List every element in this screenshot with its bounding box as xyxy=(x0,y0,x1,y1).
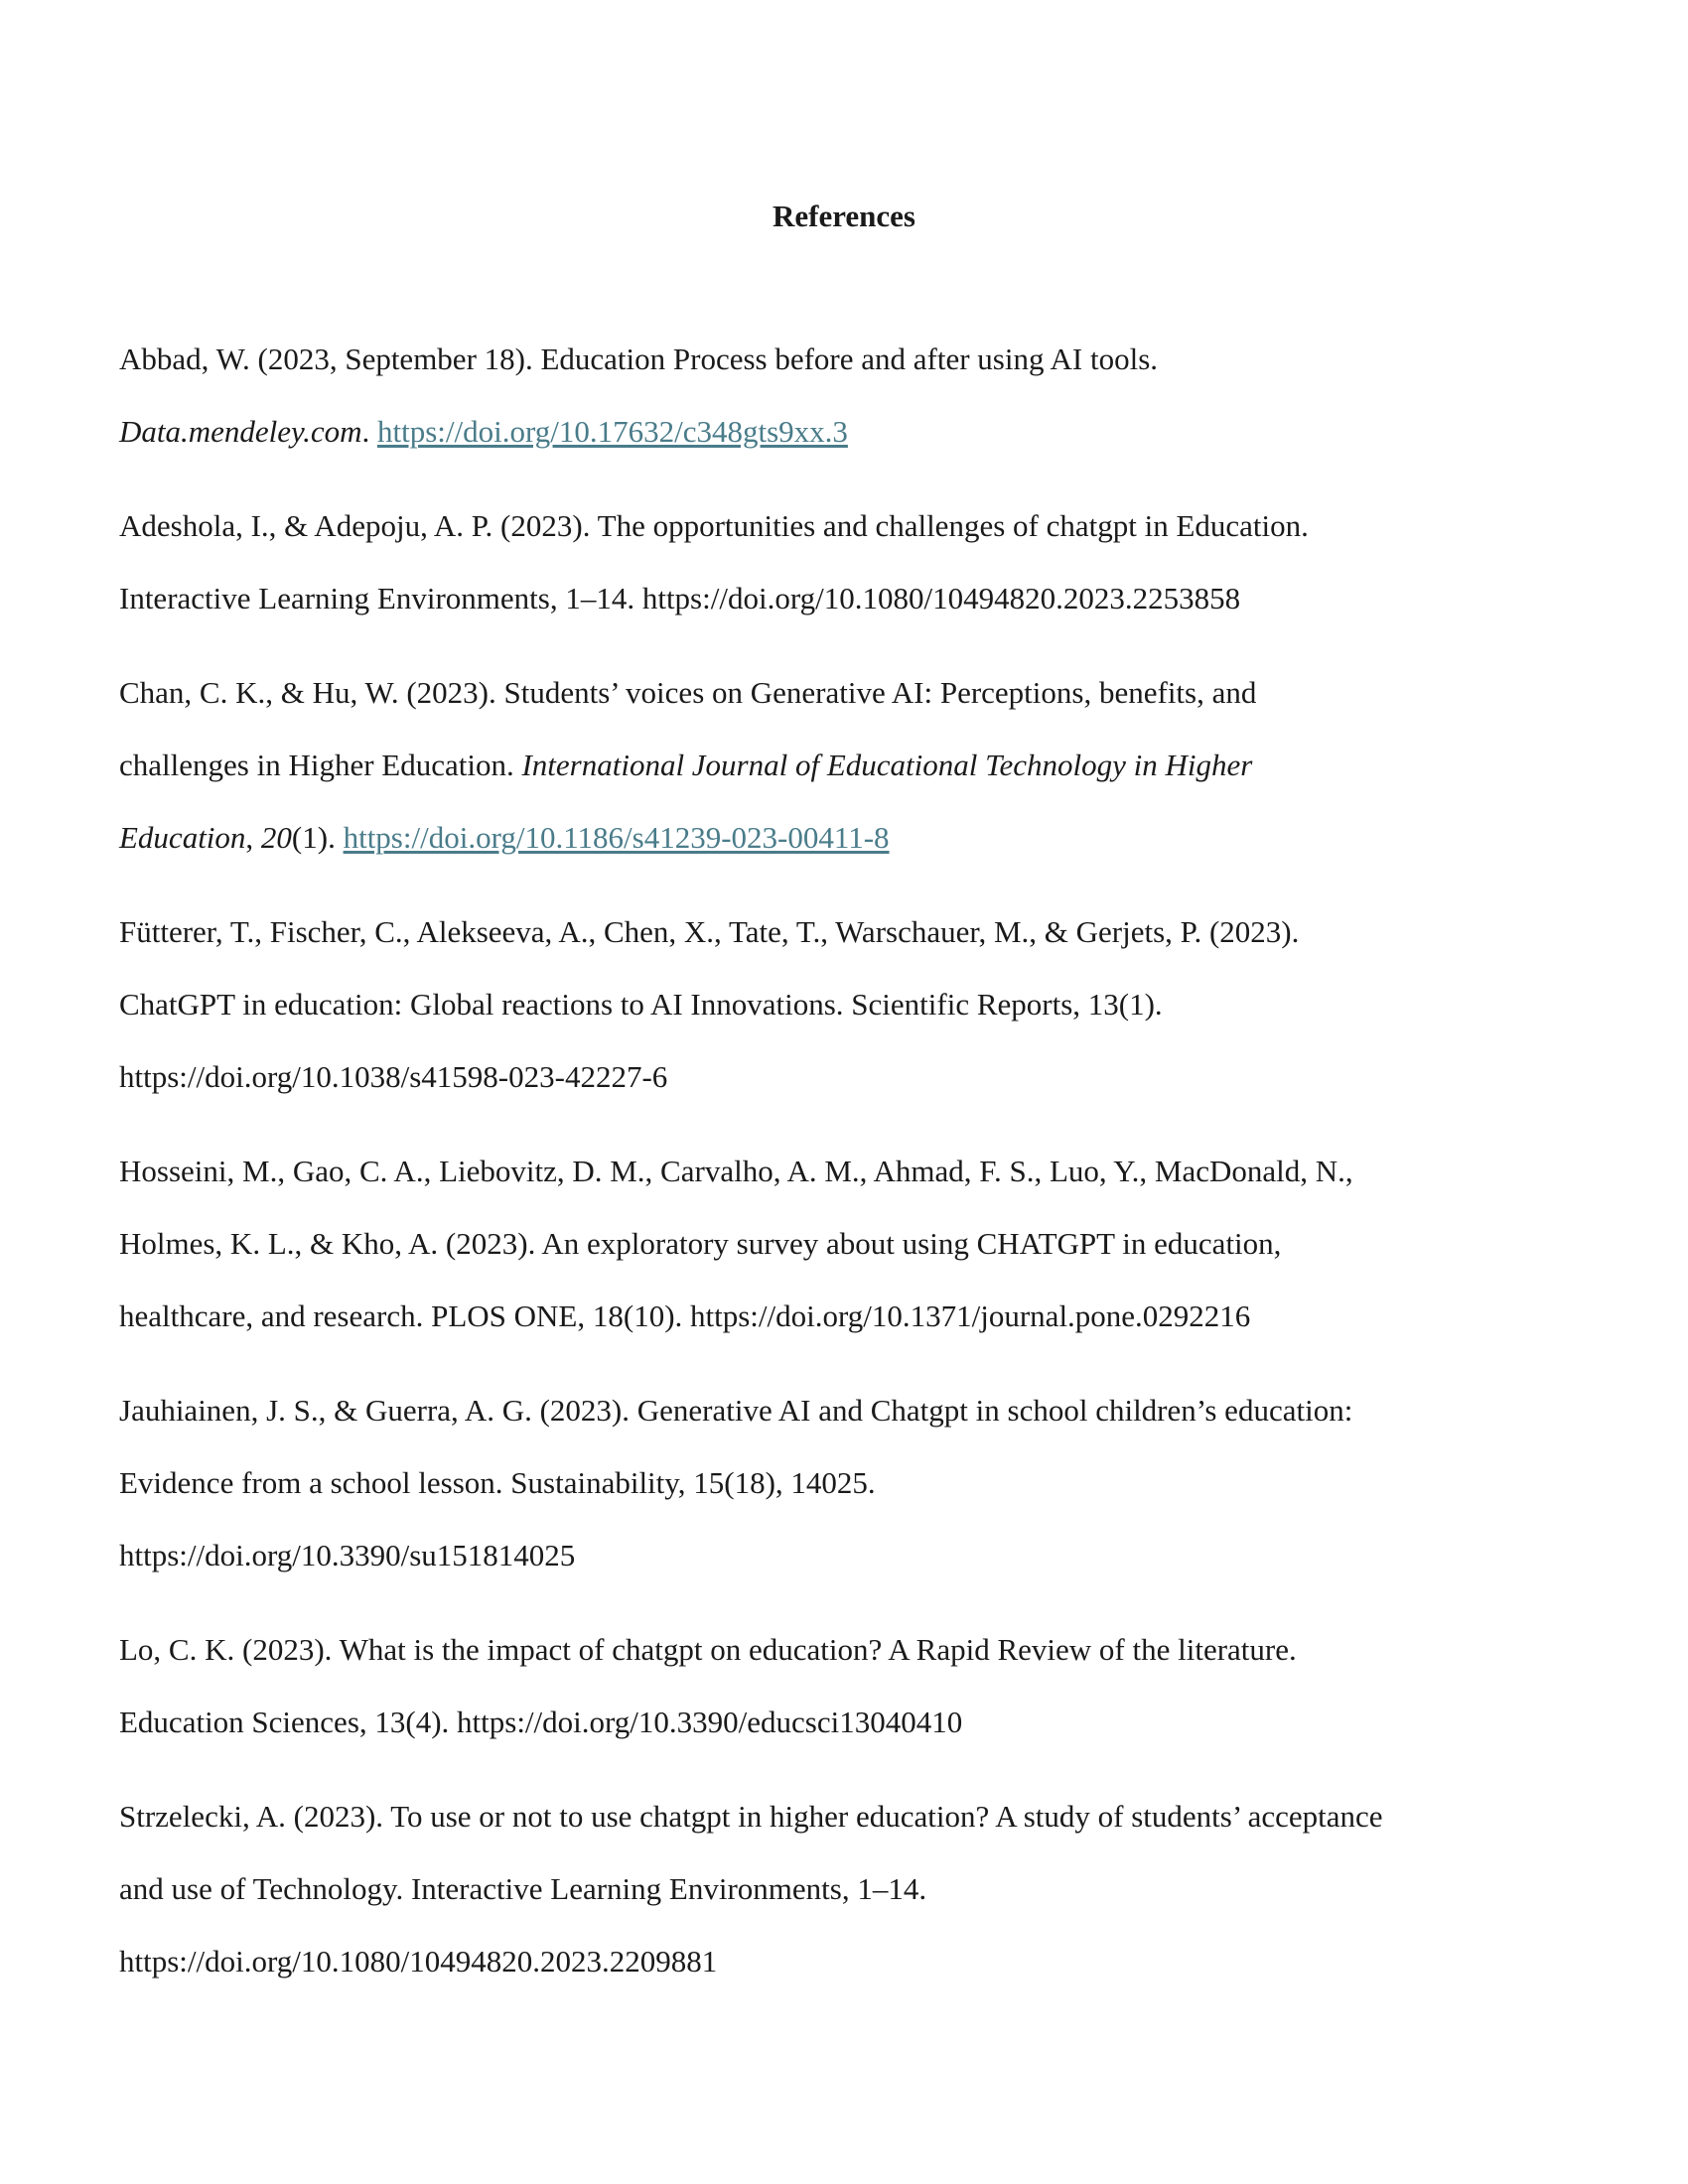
journal-title-tail: Education xyxy=(119,820,246,855)
reference-line: Education Sciences, 13(4). https://doi.org/10.3390/educsci13040410 xyxy=(119,1705,963,1739)
reference-line: Holmes, K. L., & Kho, A. (2023). An exploratory survey about using CHATGPT in education, xyxy=(119,1226,1282,1261)
reference-entry xyxy=(119,1135,1489,1352)
reference-entry xyxy=(119,1374,1489,1591)
reference-entry xyxy=(119,489,1489,634)
doi-link[interactable]: https://doi.org/10.1186/s41239-023-00411-8 xyxy=(343,820,890,855)
reference-list xyxy=(119,323,1489,2019)
reference-line: Strzelecki, A. (2023). To use or not to use chatgpt in higher education? A study of students’ acceptance xyxy=(119,1799,1383,1834)
reference-line: Abbad, W. (2023, September 18). Education Process before and after using AI tools. xyxy=(119,341,1159,376)
reference-line: Fütterer, T., Fischer, C., Alekseeva, A., Chen, X., Tate, T., Warschauer, M., & Gerjets, P. (2023). xyxy=(119,914,1300,949)
issue: (1). xyxy=(291,820,344,855)
journal-title: International Journal of Educational Technology in Higher xyxy=(521,748,1253,782)
reference-entry xyxy=(119,1613,1489,1758)
reference-line: Jauhiainen, J. S., & Guerra, A. G. (2023). Generative AI and Chatgpt in school children’s education: xyxy=(119,1393,1353,1428)
volume: 20 xyxy=(260,820,292,855)
reference-line: healthcare, and research. PLOS ONE, 18(10). https://doi.org/10.1371/journal.pone.0292216 xyxy=(119,1298,1251,1333)
reference-line: Chan, C. K., & Hu, W. (2023). Students’ voices on Generative AI: Perceptions, benefits, and xyxy=(119,675,1257,710)
reference-entry xyxy=(119,895,1489,1113)
reference-line: Interactive Learning Environments, 1–14. https://doi.org/10.1080/10494820.2023.2253858 xyxy=(119,581,1241,615)
doi-link[interactable]: https://doi.org/10.17632/c348gts9xx.3 xyxy=(376,414,848,449)
reference-line: https://doi.org/10.3390/su151814025 xyxy=(119,1538,576,1572)
reference-line: Evidence from a school lesson. Sustainability, 15(18), 14025. xyxy=(119,1465,876,1500)
reference-entry xyxy=(119,1780,1489,1997)
reference-line xyxy=(119,729,1489,801)
page-title: References xyxy=(772,199,915,233)
reference-line: Lo, C. K. (2023). What is the impact of chatgpt on education? A Rapid Review of the literature. xyxy=(119,1632,1297,1667)
reference-line: https://doi.org/10.1038/s41598-023-42227-6 xyxy=(119,1059,668,1094)
reference-entry xyxy=(119,656,1489,874)
reference-line: ChatGPT in education: Global reactions to AI Innovations. Scientific Reports, 13(1). xyxy=(119,987,1163,1022)
reference-line: Hosseini, M., Gao, C. A., Liebovitz, D. M., Carvalho, A. M., Ahmad, F. S., Luo, Y., MacDonald, N., xyxy=(119,1154,1353,1188)
reference-line xyxy=(119,801,1489,874)
reference-line: https://doi.org/10.1080/10494820.2023.2209881 xyxy=(119,1944,718,1979)
article-title-tail: challenges in Higher Education. xyxy=(119,748,522,782)
reference-line: Adeshola, I., & Adepoju, A. P. (2023). The opportunities and challenges of chatgpt in Education. xyxy=(119,508,1309,543)
source-title: Data.mendeley.com xyxy=(119,414,362,449)
separator: , xyxy=(245,820,261,855)
reference-line: and use of Technology. Interactive Learning Environments, 1–14. xyxy=(119,1871,927,1906)
separator: . xyxy=(361,414,377,449)
reference-entry xyxy=(119,323,1489,468)
reference-line xyxy=(119,395,1489,468)
